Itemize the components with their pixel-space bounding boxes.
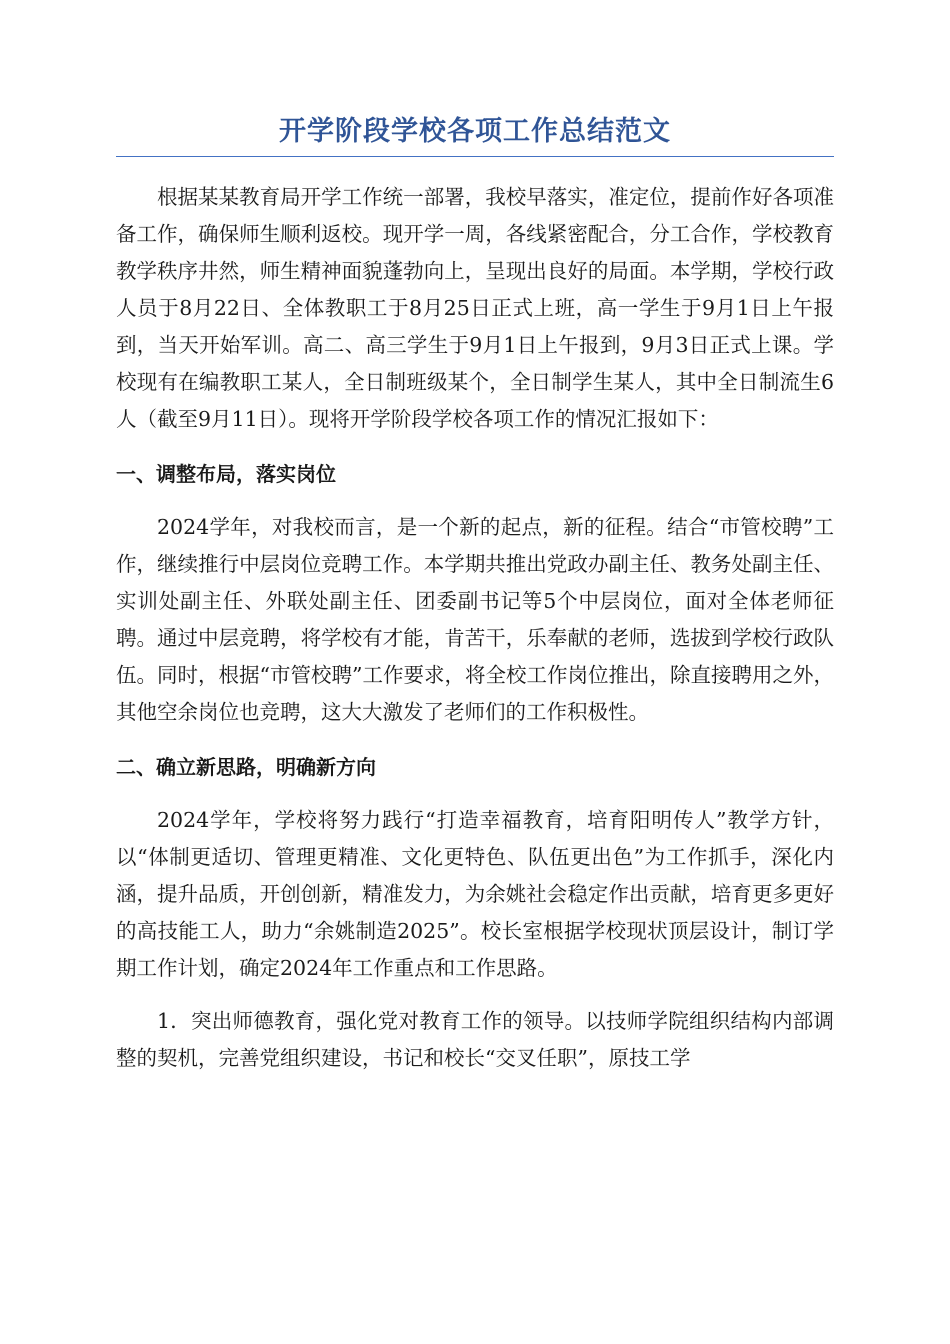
document-page: [116, 112, 834, 1077]
document-title: 开学阶段学校各项工作总结范文: [116, 112, 834, 157]
intro-paragraph: 根据某某教育局开学工作统一部署，我校早落实，准定位，提前作好各项准备工作，确保师生顺利返校。现开学一周，各线紧密配合，分工合作，学校教育教学秩序井然，师生精神面貌蓬勃向上，呈现出良好的局面。本学期，学校行政人员于8月22日、全体教职工于8月25日正式上班，高一学生于9月1日上午报到，当天开始军训。高二、高三学生于9月1日上午报到，9月3日正式上课。学校现有在编教职工某人，全日制班级某个，全日制学生某人，其中全日制流生6人（截至9月11日）。现将开学阶段学校各项工作的情况汇报如下：: [116, 185, 834, 431]
section-2-item-1: 1．突出师德教育，强化党对教育工作的领导。以技师学院组织结构内部调整的契机，完善党组织建设，书记和校长“交叉任职”，原技工学: [116, 1009, 834, 1070]
section-1-paragraph: 2024学年，对我校而言，是一个新的起点，新的征程。结合“市管校聘”工作，继续推行中层岗位竞聘工作。本学期共推出党政办副主任、教务处副主任、实训处副主任、外联处副主任、团委副书记等5个中层岗位，面对全体老师征聘。通过中层竞聘，将学校有才能，肯苦干，乐奉献的老师，选拔到学校行政队伍。同时，根据“市管校聘”工作要求，将全校工作岗位推出，除直接聘用之外，其他空余岗位也竞聘，这大大激发了老师们的工作积极性。: [116, 515, 834, 724]
section-heading-2: 二、确立新思路，明确新方向: [116, 755, 376, 779]
section-heading-1: 一、调整布局，落实岗位: [116, 462, 336, 486]
section-2-paragraph: 2024学年，学校将努力践行“打造幸福教育，培育阳明传人”教学方针，以“体制更适切、管理更精准、文化更特色、队伍更出色”为工作抓手，深化内涵，提升品质，开创创新，精准发力，为余姚社会稳定作出贡献，培育更多更好的高技能工人，助力“余姚制造2025”。校长室根据学校现状顶层设计，制订学期工作计划，确定2024年工作重点和工作思路。: [116, 808, 834, 980]
